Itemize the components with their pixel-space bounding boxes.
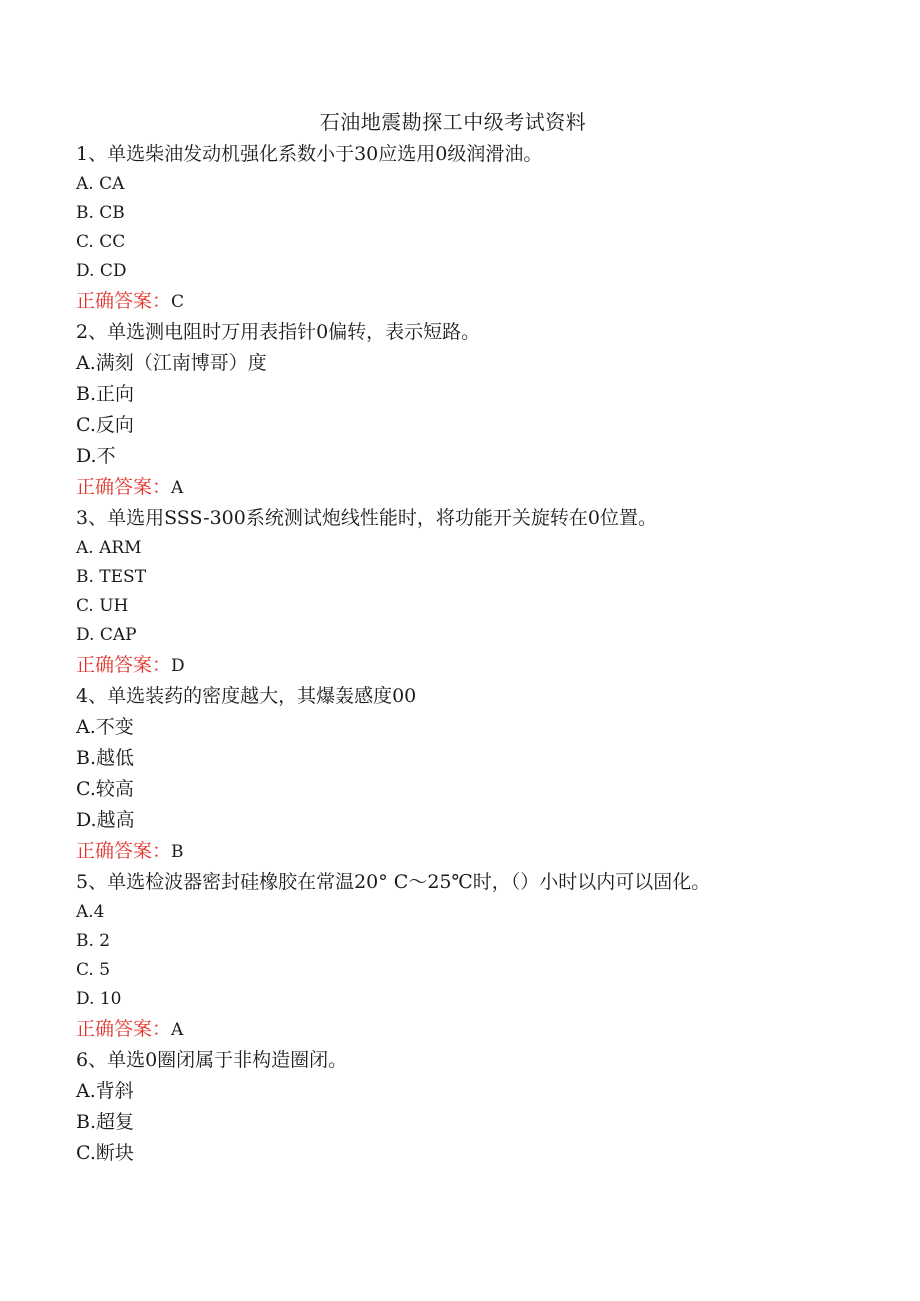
answer-value: A — [171, 1020, 184, 1040]
answer-label: 正确答案： — [76, 1018, 172, 1040]
option-a: A.满刻（江南博哥）度 — [76, 352, 267, 374]
answer-label: 正确答案： — [76, 476, 172, 498]
correct-answer — [76, 836, 876, 867]
question-stem: 2、单选测电阻时万用表指针0偏转，表示短路。 — [76, 321, 481, 343]
option-b: B. TEST — [76, 567, 147, 587]
question-stem: 5、单选检波器密封硅橡胶在常温20° C～25℃时，（）小时以内可以固化。 — [76, 871, 711, 893]
answer-label: 正确答案： — [76, 840, 172, 862]
option-a: A.背斜 — [76, 1080, 134, 1102]
option-d: D. CD — [76, 261, 127, 281]
question-1 — [76, 139, 876, 317]
question-stem: 1、单选柴油发动机强化系数小于30应选用0级润滑油。 — [76, 143, 543, 165]
question-4 — [76, 681, 876, 867]
answer-label: 正确答案： — [76, 290, 172, 312]
question-stem: 3、单选用SSS-300系统测试炮线性能时，将功能开关旋转在0位置。 — [76, 507, 657, 529]
option-c: C.较高 — [76, 778, 134, 800]
correct-answer — [76, 286, 876, 317]
question-list — [76, 139, 876, 1169]
question-stem: 6、单选0圈闭属于非构造圈闭。 — [76, 1049, 348, 1071]
option-b: B.超复 — [76, 1111, 135, 1133]
option-b: B. CB — [76, 203, 125, 223]
option-d: D.不 — [76, 445, 116, 467]
answer-label: 正确答案： — [76, 654, 172, 676]
correct-answer — [76, 472, 876, 503]
option-c: C.断块 — [76, 1142, 134, 1164]
option-b: B.正向 — [76, 383, 135, 405]
answer-value: A — [171, 478, 184, 498]
option-b: B. 2 — [76, 931, 111, 951]
question-5 — [76, 867, 876, 1045]
question-6 — [76, 1045, 876, 1169]
correct-answer — [76, 1014, 876, 1045]
question-stem: 4、单选装药的密度越大，其爆轰感度00 — [76, 685, 417, 707]
option-d: D.越高 — [76, 809, 135, 831]
question-3 — [76, 503, 876, 681]
question-2 — [76, 317, 876, 503]
answer-value: B — [171, 842, 184, 862]
option-d: D. 10 — [76, 989, 122, 1009]
answer-value: C — [171, 292, 185, 312]
answer-value: D — [171, 656, 185, 676]
option-a: A.不变 — [76, 716, 134, 738]
option-b: B.越低 — [76, 747, 135, 769]
option-d: D. CAP — [76, 625, 137, 645]
option-a: A.4 — [76, 902, 105, 922]
option-c: C. CC — [76, 232, 126, 252]
option-c: C.反向 — [76, 414, 134, 436]
option-c: C. 5 — [76, 960, 111, 980]
option-c: C. UH — [76, 596, 129, 616]
correct-answer — [76, 650, 876, 681]
option-a: A. ARM — [76, 538, 142, 558]
document-title: 石油地震勘探工中级考试资料 — [319, 110, 587, 134]
option-a: A. CA — [76, 174, 125, 194]
